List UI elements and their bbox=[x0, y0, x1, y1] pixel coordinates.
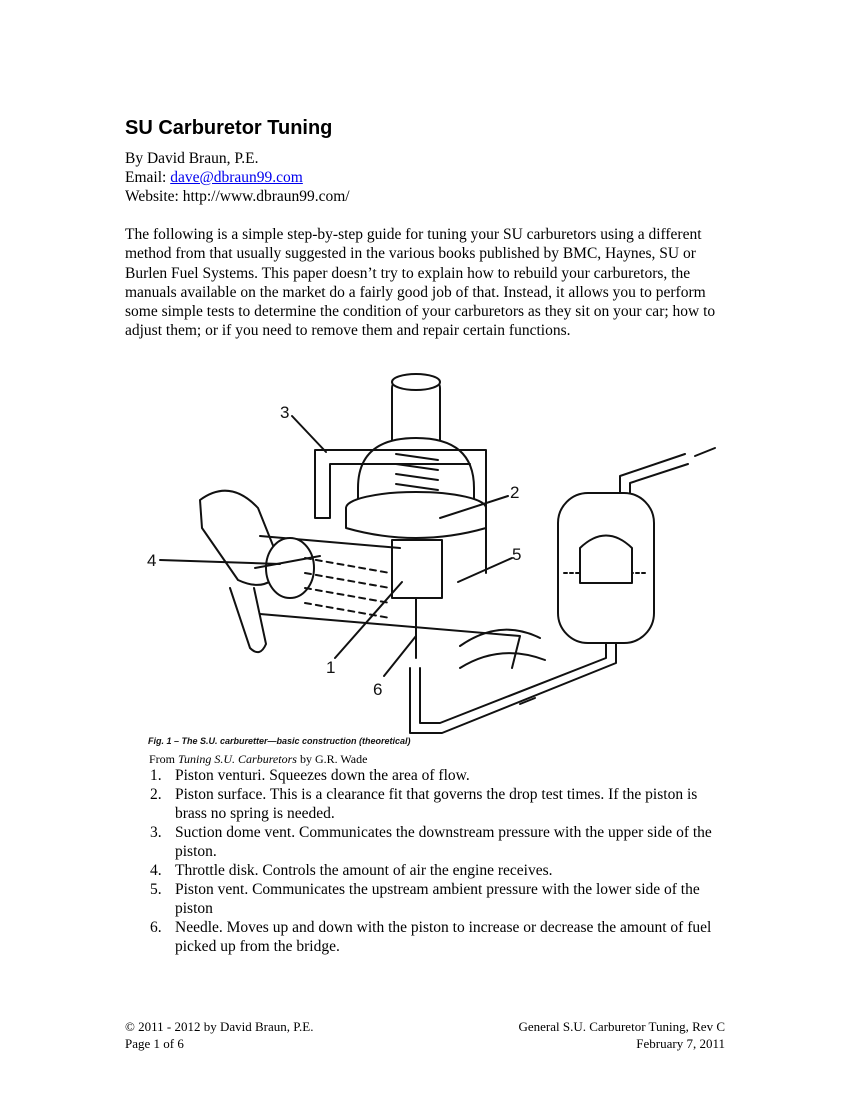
label-5: 5 bbox=[512, 545, 522, 564]
float bbox=[580, 536, 632, 584]
throttle-lever bbox=[230, 588, 266, 652]
carburetor-diagram bbox=[140, 368, 730, 746]
figure-source bbox=[149, 752, 367, 767]
list-text: Piston vent. Communicates the upstream ambient pressure with the lower side of the piston bbox=[175, 881, 700, 917]
source-prefix: From bbox=[149, 752, 179, 766]
list-item bbox=[125, 861, 725, 880]
leader-3 bbox=[292, 416, 326, 452]
carburetor-figure bbox=[140, 368, 730, 746]
list-text: Needle. Moves up and down with the piston to increase or decrease the amount of fuel picked up from the bridge. bbox=[175, 919, 712, 955]
list-number: 1. bbox=[150, 767, 162, 784]
footer-right bbox=[518, 1018, 725, 1052]
dome-cap bbox=[392, 374, 440, 390]
footer-left bbox=[125, 1018, 314, 1052]
email-label: Email: bbox=[125, 169, 171, 186]
list-number: 2. bbox=[150, 786, 162, 803]
label-1: 1 bbox=[326, 658, 336, 677]
footer-date: February 7, 2011 bbox=[636, 1036, 725, 1051]
list-item bbox=[125, 918, 725, 956]
leader-6 bbox=[384, 636, 416, 676]
label-2: 2 bbox=[510, 483, 520, 502]
list-item bbox=[125, 766, 725, 785]
source-book: Tuning S.U. Carburetors bbox=[178, 752, 297, 766]
email-link[interactable]: dave@dbraun99.com bbox=[170, 169, 303, 186]
fuel-feed-pipe bbox=[410, 643, 616, 733]
list-number: 4. bbox=[150, 862, 162, 879]
component-list bbox=[125, 766, 725, 956]
fuel-inlet-arrow bbox=[695, 448, 715, 456]
list-item bbox=[125, 785, 725, 823]
list-text: Piston venturi. Squeezes down the area of flow. bbox=[175, 767, 470, 784]
leader-1 bbox=[335, 582, 402, 658]
list-number: 6. bbox=[150, 919, 162, 936]
label-3: 3 bbox=[280, 403, 290, 422]
list-text: Suction dome vent. Communicates the downstream pressure with the upper side of the piston. bbox=[175, 824, 712, 860]
author-line: By David Braun, P.E. bbox=[125, 150, 259, 167]
source-suffix: by G.R. Wade bbox=[296, 752, 368, 766]
list-number: 5. bbox=[150, 881, 162, 898]
email-line bbox=[125, 168, 350, 187]
intro-paragraph: The following is a simple step-by-step guide for tuning your SU carburetors using a different method from that usually suggested in the various books published by BMC, Haynes, SU or Burlen Fuel Systems. This paper doesn’t try to explain how to rebuild your carburetors, the manuals available on the market do a fairly good job of that. Instead, it allows you to perform some simple tests to determine the condition of your carburetors as they sit on your car; how to adjust them; or if you need to remove them and repair certain functions. bbox=[125, 226, 716, 340]
list-item bbox=[125, 880, 725, 918]
footer-doc-title: General S.U. Carburetor Tuning, Rev C bbox=[518, 1019, 725, 1034]
website-line: Website: http://www.dbraun99.com/ bbox=[125, 188, 350, 205]
list-item bbox=[125, 823, 725, 861]
author-block bbox=[125, 149, 350, 206]
list-text: Piston surface. This is a clearance fit that governs the drop test times. If the piston is brass no spring is needed. bbox=[175, 786, 698, 822]
figure-caption: Fig. 1 – The S.U. carburetter—basic construction (theoretical) bbox=[148, 736, 411, 746]
list-number: 3. bbox=[150, 824, 162, 841]
label-6: 6 bbox=[373, 680, 383, 699]
footer-copyright: © 2011 - 2012 by David Braun, P.E. bbox=[125, 1019, 314, 1034]
label-4: 4 bbox=[147, 551, 157, 570]
intro-section bbox=[125, 225, 725, 341]
fuel-inlet-pipe bbox=[620, 454, 688, 493]
page-title: SU Carburetor Tuning bbox=[125, 117, 333, 139]
list-text: Throttle disk. Controls the amount of air the engine receives. bbox=[175, 862, 553, 879]
footer-page-number: Page 1 of 6 bbox=[125, 1036, 184, 1051]
